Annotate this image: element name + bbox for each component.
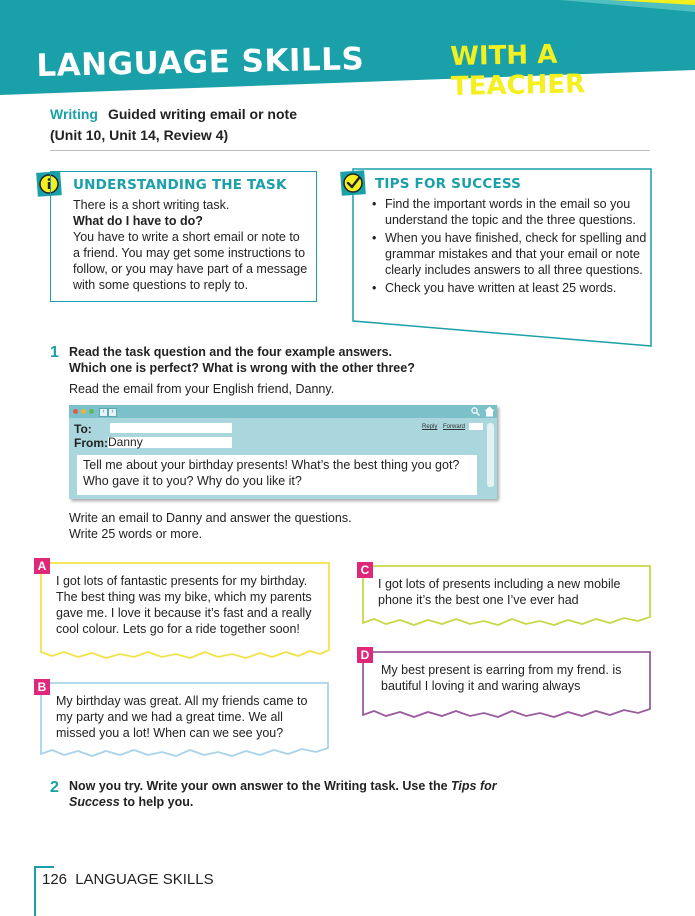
- divider: [50, 150, 650, 151]
- understanding-title: UNDERSTANDING THE TASK: [73, 177, 287, 193]
- footer-accent: [34, 866, 36, 916]
- email-message: Tell me about your birthday presents! What’s the best thing you got? Who gave it to you? Why do you like it?: [77, 455, 477, 495]
- section-subhead: [50, 104, 297, 146]
- task1-after-1: Write an email to Danny and answer the questions.: [69, 511, 352, 525]
- close-dot[interactable]: [73, 409, 78, 414]
- task1-instruction-1: Read the task question and the four example answers.: [69, 345, 393, 359]
- checkmark-icon: [340, 170, 366, 196]
- task2-instruction: Now you try. Write your own answer to the Writing task. Use the Tips for Success to help you.: [69, 779, 497, 809]
- email-window: [69, 405, 497, 499]
- answer-b: [40, 682, 329, 762]
- answer-b-text: My birthday was great. All my friends came to my party and we had a great time. We all missed you a lot! When can we see you?: [56, 694, 308, 740]
- task1-instruction-2: Which one is perfect? What is wrong with the other three?: [69, 361, 415, 375]
- email-scrollbar[interactable]: [487, 423, 494, 487]
- to-label: To:: [74, 422, 92, 436]
- page-footer: [42, 871, 214, 888]
- to-field[interactable]: [110, 423, 232, 433]
- answer-d-label: D: [357, 647, 373, 663]
- from-field[interactable]: Danny: [108, 437, 232, 448]
- task1-after-2: Write 25 words or more.: [69, 527, 203, 541]
- page-number: 126: [42, 871, 68, 888]
- answer-c-label: C: [357, 562, 373, 578]
- page-title: LANGUAGE SKILLS: [36, 41, 365, 84]
- footer-accent-top: [34, 866, 54, 868]
- from-label: From:: [74, 436, 108, 450]
- understanding-body: You have to write a short email or note to a friend. You may get some instructions to follow, or you may have part of a message with some questions to reply to.: [73, 230, 308, 292]
- task2-number: 2: [50, 779, 59, 796]
- reply-link[interactable]: Reply: [422, 424, 438, 430]
- email-action-box[interactable]: [469, 423, 483, 430]
- footer-label: LANGUAGE SKILLS: [75, 871, 214, 888]
- home-icon[interactable]: [484, 406, 495, 417]
- answer-a: [40, 562, 330, 662]
- answer-c: [362, 565, 651, 630]
- minimize-dot[interactable]: [81, 409, 86, 414]
- task1-number: 1: [50, 344, 59, 361]
- answer-c-text: I got lots of presents including a new mobile phone it’s the best one I’ve ever had: [378, 577, 621, 607]
- page-header: [0, 0, 695, 100]
- understanding-question: What do I have to do?: [73, 214, 203, 228]
- answer-d: [362, 651, 651, 721]
- tips-title: TIPS FOR SUCCESS: [375, 176, 522, 192]
- forward-icon[interactable]: ›: [108, 408, 117, 417]
- teacher-tag: WITH A TEACHER: [450, 39, 586, 102]
- section-units: (Unit 10, Unit 14, Review 4): [50, 127, 229, 143]
- search-icon[interactable]: [471, 407, 480, 416]
- understanding-line1: There is a short writing task.: [73, 198, 230, 212]
- task1-lead: Read the email from your English friend, Danny.: [69, 382, 335, 396]
- section-task: Guided writing email or note: [107, 106, 297, 122]
- tips-item: • When you have finished, check for spelling and grammar mistakes and that your email or note clearly includes answers to all three questions.: [372, 231, 647, 277]
- tips-item: • Check you have written at least 25 words.: [372, 281, 617, 295]
- answer-a-label: A: [34, 558, 50, 574]
- tips-list: [372, 196, 647, 296]
- answer-a-text: I got lots of fantastic presents for my birthday. The best thing was my bike, which my parents gave me. I love it because it’s fast and a really cool colour. Lets go for a ride together soon!: [56, 574, 312, 636]
- tips-item: • Find the important words in the email so you understand the topic and the three questions.: [372, 197, 636, 227]
- forward-link[interactable]: Forward: [443, 424, 466, 430]
- answer-d-text: My best present is earring from my frend. is bautiful I loving it and waring always: [381, 663, 622, 693]
- maximize-dot[interactable]: [89, 409, 94, 414]
- email-titlebar: [69, 405, 497, 418]
- understanding-text: [73, 197, 309, 293]
- back-icon[interactable]: ‹: [99, 408, 108, 417]
- understanding-box: [50, 171, 317, 302]
- answer-b-label: B: [34, 679, 50, 695]
- section-name: Writing: [50, 106, 98, 122]
